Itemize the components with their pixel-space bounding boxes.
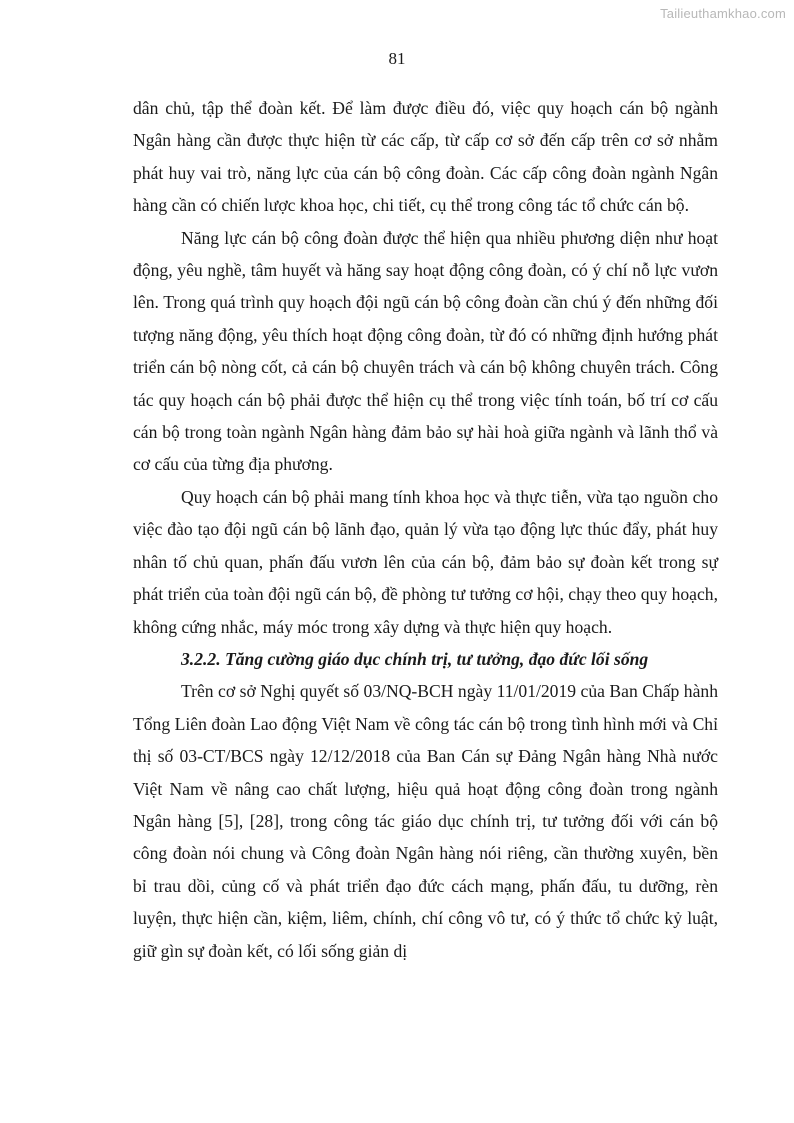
page-number: 81	[388, 49, 406, 68]
watermark: Tailieuthamkhao.com	[660, 6, 786, 21]
paragraph-1: dân chủ, tập thể đoàn kết. Để làm được điều đó, việc quy hoạch cán bộ ngành Ngân hàng cần được thực hiện từ các cấp, từ cấp cơ sở đến cấp trên cơ sở nhằm phát huy vai trò, năng lực của cán bộ công đoàn. Các cấp công đoàn ngành Ngân hàng cần có chiến lược khoa học, chi tiết, cụ thể trong công tác tổ chức cán bộ.	[133, 98, 718, 216]
paragraph-2: Năng lực cán bộ công đoàn được thể hiện qua nhiều phương diện như hoạt động, yêu nghề, tâm huyết và hăng say hoạt động công đoàn, có ý chí nỗ lực vươn lên. Trong quá trình quy hoạch đội ngũ cán bộ công đoàn cần chú ý đến những đối tượng năng động, yêu thích hoạt động công đoàn, từ đó có những định hướng phát triển cán bộ nòng cốt, cả cán bộ chuyên trách và cán bộ không chuyên trách. Công tác quy hoạch cán bộ phải được thể hiện cụ thể trong việc tính toán, bố trí cơ cấu cán bộ trong toàn ngành Ngân hàng đảm bảo sự hài hoà giữa ngành và lãnh thổ và cơ cấu của từng địa phương.	[133, 227, 718, 475]
paragraph-4: Trên cơ sở Nghị quyết số 03/NQ-BCH ngày 11/01/2019 của Ban Chấp hành Tổng Liên đoàn Lao động Việt Nam về công tác cán bộ trong tình hình mới và Chỉ thị số 03-CT/BCS ngày 12/12/2018 của Ban Cán sự Đảng Ngân hàng Nhà nước Việt Nam về nâng cao chất lượng, hiệu quả hoạt động công đoàn trong ngành Ngân hàng [5], [28], trong công tác giáo dục chính trị, tư tưởng đối với cán bộ công đoàn nói chung và Công đoàn Ngân hàng nói riêng, cần thường xuyên, bền bỉ trau dồi, củng cố và phát triển đạo đức cách mạng, phấn đấu, tu dưỡng, rèn luyện, thực hiện cần, kiệm, liêm, chính, chí công vô tư, có ý thức tổ chức kỷ luật, giữ gìn sự đoàn kết, có lối sống giản dị	[133, 681, 718, 961]
section-heading: 3.2.2. Tăng cường giáo dục chính trị, tư tưởng, đạo đức lối sống	[181, 648, 649, 669]
paragraph-3: Quy hoạch cán bộ phải mang tính khoa học và thực tiễn, vừa tạo nguồn cho việc đào tạo đội ngũ cán bộ lãnh đạo, quản lý vừa tạo động lực thúc đẩy, phát huy nhân tố chủ quan, phấn đấu vươn lên của cán bộ, đảm bảo sự đoàn kết trong sự phát triển của toàn đội ngũ cán bộ, đề phòng tư tưởng cơ hội, chạy theo quy hoạch, không cứng nhắc, máy móc trong xây dựng và thực hiện quy hoạch.	[133, 486, 718, 637]
document-body	[133, 92, 718, 967]
